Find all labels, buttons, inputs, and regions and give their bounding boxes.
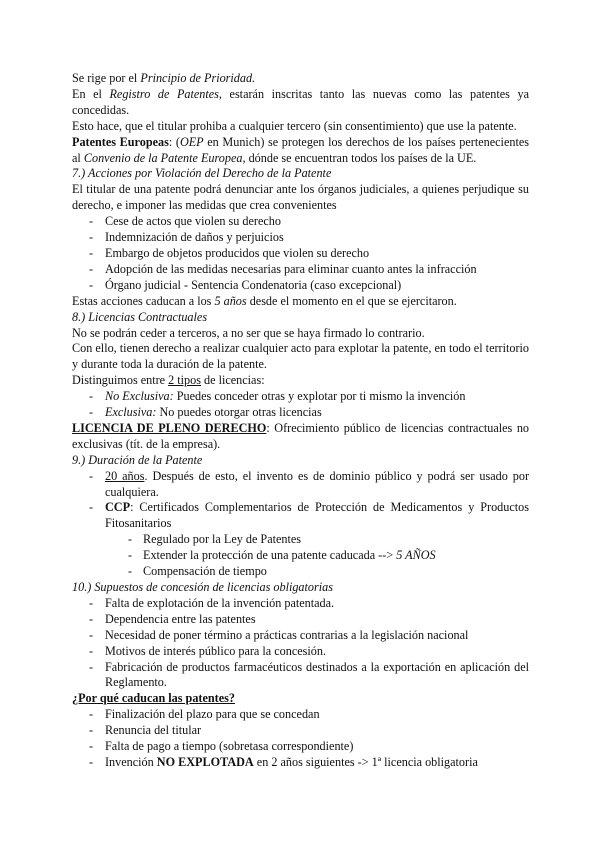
list-item: [72, 755, 529, 771]
emphasis: OEP: [179, 134, 204, 149]
text: En el: [72, 86, 110, 101]
list-item: - Finalización del plazo para que se concedan: [72, 707, 529, 723]
emphasis: Registro de Patentes: [109, 86, 219, 101]
heading-text: 7.) Acciones por Violación del Derecho de la Patente: [72, 166, 332, 181]
document-page: [72, 71, 529, 771]
list-item: - Fabricación de productos farmacéuticos destinados a la exportación en aplicación del Reglamento.: [72, 660, 529, 692]
text: Distinguimos entre: [72, 373, 169, 388]
paragraph-full-right-license: [72, 421, 529, 453]
text: Extender la protección de una patente caducada -->: [143, 548, 397, 563]
list-item: - Indemnización de daños y perjuicios: [72, 230, 529, 246]
emphasis: 5 AÑOS: [396, 548, 436, 563]
text: en 2 años siguientes -> 1ª licencia obligatoria: [253, 754, 478, 769]
sub-list-item: [72, 548, 529, 564]
paragraph-third-party: Esto hace, que el titular prohiba a cualquier tercero (sin consentimiento) que use la patente.: [72, 118, 517, 133]
emphasis: No Exclusiva:: [105, 389, 174, 404]
text: : (: [168, 134, 180, 149]
section-8-p1: No se podrán ceder a terceros, a no ser que se haya firmado lo contrario.: [72, 325, 425, 340]
emphasis: Principio de Prioridad.: [140, 71, 256, 85]
text: : Certificados Complementarios de Protección de Medicamentos y Productos Fitosanitarios: [105, 500, 529, 531]
underlined-text: 20 años: [105, 468, 145, 483]
text: en Munich) se protegen los derechos de los países pertenecientes al: [72, 134, 529, 165]
text: Estas acciones caducan a los: [72, 293, 215, 308]
bold-term: Patentes Europeas: [72, 134, 169, 149]
text: : Ofrecimiento público de licencias contractuales no exclusivas (tít. de la empresa).: [72, 420, 530, 451]
list-item: - Falta de pago a tiempo (sobretasa correspondiente): [72, 739, 529, 755]
question-heading: [72, 691, 529, 707]
underlined-text: 2 tipos: [168, 373, 201, 388]
section-heading-7: [72, 166, 529, 182]
list-item: - Falta de explotación de la invención patentada.: [72, 596, 529, 612]
list-item: [72, 405, 529, 421]
section-heading-8: [72, 310, 529, 326]
list-item: [72, 500, 529, 532]
section-8-p2: Con ello, tienen derecho a realizar cualquier acto para explotar la patente, en todo el territorio y durante toda la duración de la patente.: [72, 341, 529, 372]
sub-list-item: - Regulado por la Ley de Patentes: [72, 532, 529, 548]
text: , estarán inscritas tanto las nuevas como las patentes ya concedidas.: [72, 86, 529, 117]
list-item: - Órgano judicial - Sentencia Condenatoria (caso excepcional): [72, 278, 529, 294]
heading-text: 8.) Licencias Contractuales: [72, 309, 208, 324]
list-item: [72, 389, 529, 405]
section-heading-10: [72, 580, 529, 596]
sub-list-item: - Compensación de tiempo: [72, 564, 529, 580]
paragraph-european-patents: [72, 135, 529, 167]
section-heading-9: [72, 453, 529, 469]
heading-text: 9.) Duración de la Patente: [72, 452, 203, 467]
section-7-expiry: [72, 294, 529, 310]
heading-text: ¿Por qué caducan las patentes?: [72, 691, 235, 706]
list-item: - Motivos de interés público para la concesión.: [72, 644, 529, 660]
emphasis: Convenio de la Patente Europea: [83, 150, 243, 165]
list-item: - Embargo de objetos producidos que violen su derecho: [72, 246, 529, 262]
emphasis: 5 años: [214, 293, 247, 308]
text: Invención: [105, 754, 157, 769]
section-7-intro: El titular de una patente podrá denunciar ante los órganos judiciales, a quienes perjudique su derecho, e imponer las medidas que crea convenientes: [72, 182, 529, 213]
bold-term: NO EXPLOTADA: [156, 754, 254, 769]
list-item: - Adopción de las medidas necesarias para eliminar cuanto antes la infracción: [72, 262, 529, 278]
list-item: - Cese de actos que violen su derecho: [72, 214, 529, 230]
paragraph-registry: [72, 87, 529, 119]
paragraph-priority: [72, 71, 529, 87]
text: . Después de esto, el invento es de dominio público y podrá ser usado por cualquiera.: [105, 468, 529, 499]
text: Puedes conceder otras y explotar por ti mismo la invención: [173, 389, 466, 404]
text: Se rige por el: [72, 71, 141, 85]
list-item: - Dependencia entre las patentes: [72, 612, 529, 628]
list-item: - Renuncia del titular: [72, 723, 529, 739]
bold-term: CCP: [105, 500, 131, 515]
list-item: - Necesidad de poner término a prácticas contrarias a la legislación nacional: [72, 628, 529, 644]
list-item: [72, 469, 529, 501]
emphasis: Exclusiva:: [105, 405, 157, 420]
text: de licencias:: [200, 373, 265, 388]
section-8-p3: [72, 373, 529, 389]
text: desde el momento en el que se ejercitaron.: [246, 293, 457, 308]
heading-text: 10.) Supuestos de concesión de licencias obligatorias: [72, 580, 333, 594]
text: , dónde se encuentran todos los países de la UE.: [242, 150, 477, 165]
bold-underlined-term: LICENCIA DE PLENO DERECHO: [72, 420, 267, 435]
text: No puedes otorgar otras licencias: [156, 405, 322, 420]
